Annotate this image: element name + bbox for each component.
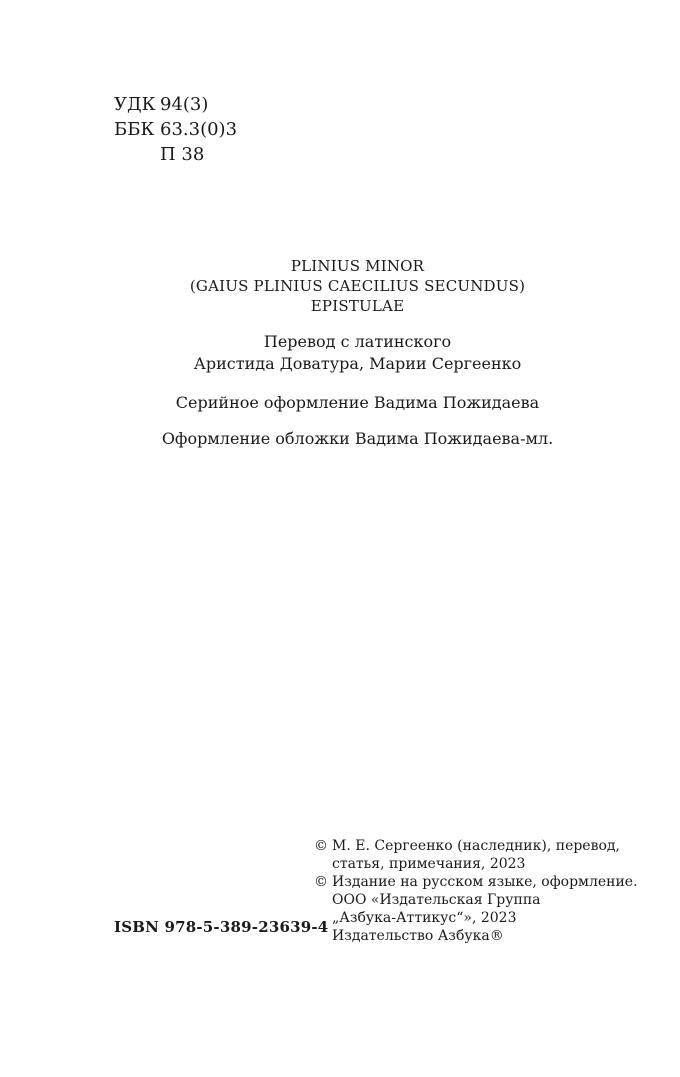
copyright-edition-line2: ООО «Издательская Группа: [332, 892, 541, 908]
original-title-block: [0, 256, 680, 316]
copyright-edition-line1: Издание на русском языке, оформление.: [332, 874, 638, 890]
series-design-credit: Серийное оформление Вадима Пожидаева: [175, 393, 540, 412]
bbk-value: 63.3(0)3: [160, 119, 238, 140]
copyright-publisher: Издательство Азбука®: [332, 928, 504, 944]
translators: Аристида Доватура, Марии Сергеенко: [193, 354, 522, 373]
classification-codes: [114, 92, 237, 167]
copyright-icon: ©: [314, 838, 328, 854]
copyright-edition-line3: „Азбука-Аттикус“», 2023: [332, 910, 517, 926]
author-mark: П 38: [160, 144, 205, 165]
original-author: PLINIUS MINOR: [290, 257, 425, 275]
udk-value: 94(3): [160, 94, 209, 115]
cover-design-credit: Оформление обложки Вадима Пожидаева-мл.: [161, 429, 554, 448]
bbk-row: [114, 117, 237, 142]
translation-label: Перевод с латинского: [263, 332, 452, 351]
udk-row: [114, 92, 237, 117]
original-work-title: EPISTULAE: [310, 297, 405, 315]
translation-credit: [0, 331, 680, 375]
copyright-translation-line2: статья, примечания, 2023: [332, 856, 526, 872]
isbn: ISBN 978-5-389-23639-4: [114, 918, 329, 936]
copyright-block: [314, 837, 638, 945]
bbk-label: ББК: [114, 119, 155, 140]
copyright-translation-line1: М. Е. Сергеенко (наследник), перевод,: [332, 838, 620, 854]
udk-label: УДК: [114, 94, 156, 115]
original-author-fullname: (GAIUS PLINIUS CAECILIUS SECUNDUS): [189, 277, 526, 295]
copyright-icon: ©: [314, 874, 328, 890]
